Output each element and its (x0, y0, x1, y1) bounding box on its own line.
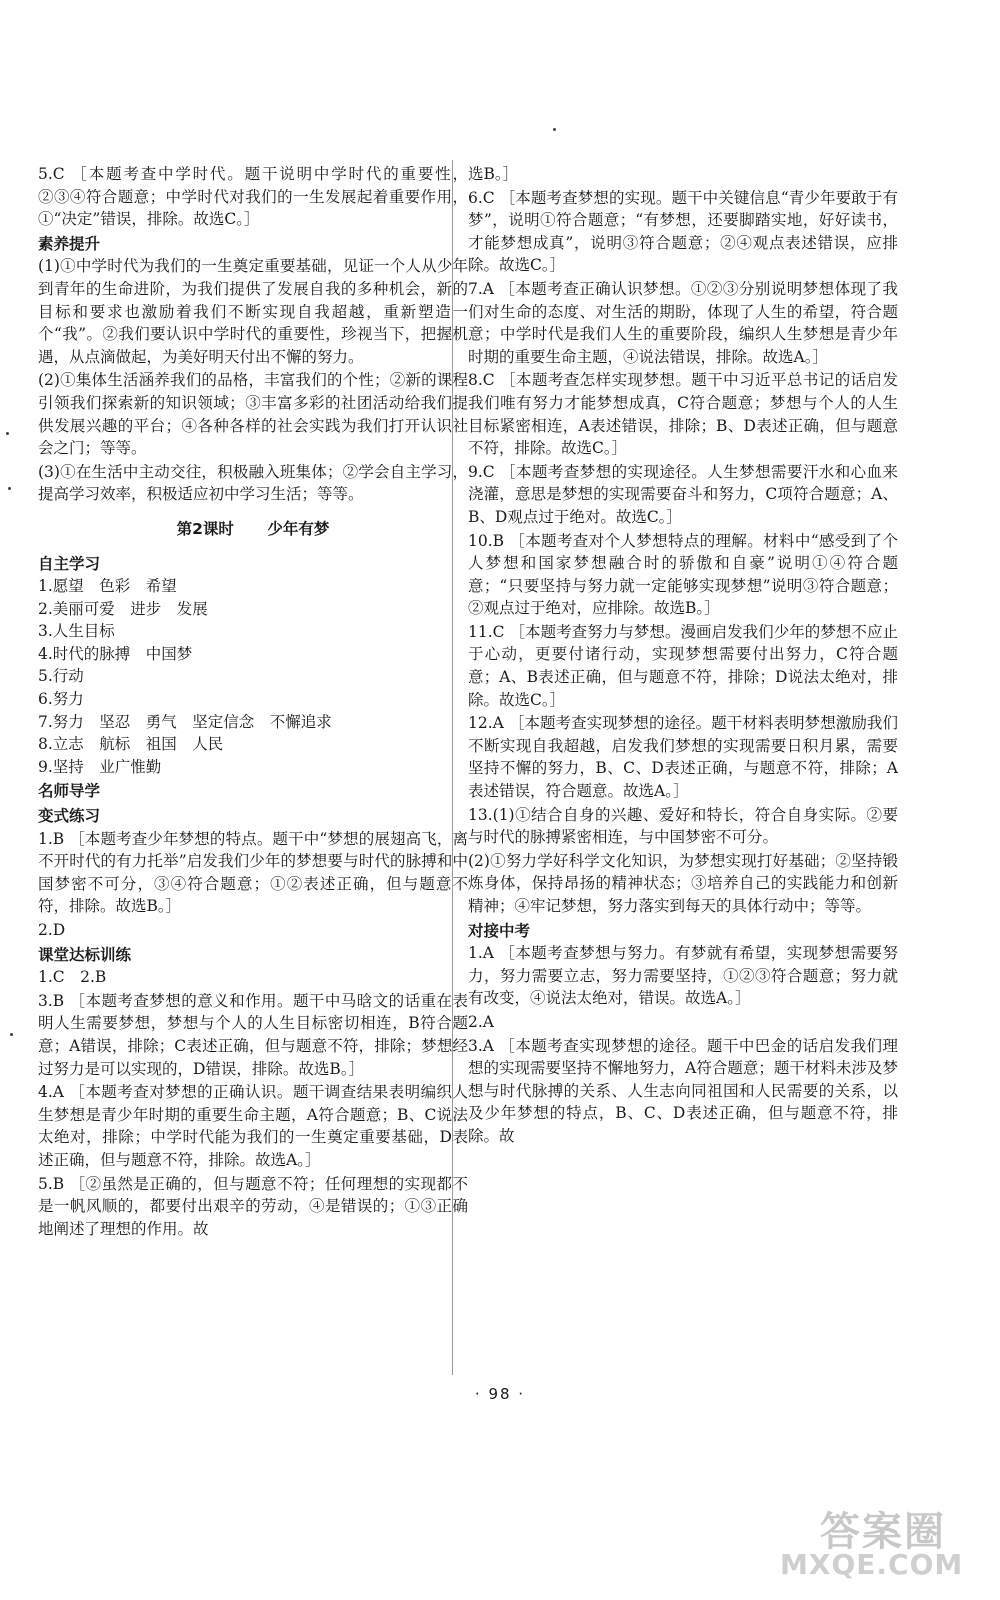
page-number: · 98 · (474, 1385, 526, 1403)
ketang-answer-1-2: 1.C 2.B (38, 968, 107, 987)
answer-continuation: 选B。］ (468, 165, 519, 183)
suyang-paragraph-2: (2)①集体生活涵养我们的品格，丰富我们的个性；②新的课程引领我们探索新的知识领域；③丰富多彩的社团活动给我们提供发展兴趣的平台；④各种各样的社会实践为我们打开认识社会之门；等等。 (38, 371, 468, 458)
answer-13-part-1: 13.(1)①结合自身的兴趣、爱好和特长，符合自身实际。②要与时代的脉搏紧密相连，与中国梦密不可分。 (468, 805, 898, 847)
section-heading-bianshi: 变式练习 (38, 807, 101, 826)
suyang-paragraph-1: (1)①中学时代为我们的一生奠定重要基础，见证一个人从少年到青年的生命进阶，为我们提供了发展自我的多种机会，新的目标和要求也激励着我们不断实现自我超越，重新塑造一个“我”。②我们要认识中学时代的重要性，珍视当下，把握机遇，从点滴做起，为美好明天付出不懈的努力。 (38, 257, 468, 366)
ketang-answer-5: 5.B ［②虽然是正确的，但与题意不符；任何理想的实现都不是一帆风顺的，都要付出艰辛的劳动，④是错误的；①③正确地阐述了理想的作用。故 (38, 1174, 468, 1238)
ketang-answer-4: 4.A ［本题考查对梦想的正确认识。题干调查结果表明编织人生梦想是青少年时期的重要生命主题，A符合题意；B、C说法太绝对，排除；中学时代能为我们的一生奠定重要基础，D表述正确，但与题意不符，排除。故选A。］ (38, 1083, 468, 1169)
section-heading-ketang: 课堂达标训练 (38, 945, 132, 964)
list-item: 2.美丽可爱 进步 发展 (38, 599, 208, 618)
answer-10: 10.B ［本题考查对个人梦想特点的理解。材料中“感受到了个人梦想和国家梦想融合时的骄傲和自豪”说明①④符合题意；“只要坚持与努力就一定能够实现梦想”说明③符合题意；②观点过于绝对，应排除。故选B。］ (468, 531, 898, 618)
watermark-bottom-text: MXQE.COM (780, 1548, 964, 1581)
list-item: 3.人生目标 (38, 622, 115, 641)
answer-8: 8.C ［本题考查怎样实现梦想。题干中习近平总书记的话启发我们唯有努力才能梦想成真，C符合题意；梦想与个人的人生目标紧密相连，A表述错误，排除；B、D表述正确，但与题意不符，排除。故选C。］ (468, 371, 898, 458)
answer-13-part-2: (2)①努力学好科学文化知识，为梦想实现打好基础；②坚持锻炼身体，保持昂扬的精神状态；③培养自己的实践能力和创新精神；④牢记梦想，努力落实到每天的具体行动中；等等。 (468, 851, 898, 915)
duijie-answer-1: 1.A ［本题考查梦想与努力。有梦就有希望，实现梦想需要努力，努力需要立志，努力需要坚持，①②③符合题意；努力就有改变，④说法太绝对，错误。故选A。］ (468, 944, 898, 1008)
list-item: 4.时代的脉搏 中国梦 (38, 644, 193, 663)
watermark-top-text: 答案圈 (820, 1509, 946, 1555)
answer-9: 9.C ［本题考查梦想的实现途径。人生梦想需要汗水和心血来浇灌，意思是梦想的实现需要奋斗和努力，C项符合题意；A、B、D观点过于绝对。故选C。］ (468, 462, 898, 526)
section-heading-zizhu: 自主学习 (38, 554, 101, 573)
list-item: 9.坚持 业广惟勤 (38, 757, 162, 776)
list-item: 1.愿望 色彩 希望 (38, 577, 177, 596)
duijie-answer-2: 2.A (468, 1012, 494, 1031)
bianshi-answer-2: 2.D (38, 921, 66, 939)
lesson-name: 少年有梦 (267, 519, 330, 538)
answer-5: 5.C ［本题考查中学时代。题干说明中学时代的重要性，②③④符合题意；中学时代对我们的一生发展起着重要作用，①“决定”错误，排除。故选C。］ (38, 165, 468, 229)
zizhu-list (38, 575, 468, 778)
right-column (468, 163, 898, 1149)
ketang-answer-3: 3.B ［本题考查梦想的意义和作用。题干中马晗文的话重在表明人生需要梦想，梦想与个人的人生目标密切相连，B符合题意；A错误，排除；C表述正确，但与题意不符，排除；梦想经过努力是可以实现的，D错误，排除。故选B。］ (38, 991, 468, 1078)
scan-speck (8, 487, 11, 490)
scan-speck (553, 128, 556, 131)
list-item: 7.努力 坚忍 勇气 坚定信念 不懈追求 (38, 712, 332, 731)
left-column (38, 163, 468, 1241)
answer-12: 12.A ［本题考查实现梦想的途径。题干材料表明梦想激励我们不断实现自我超越，启发我们梦想的实现需要日积月累，需要坚持不懈的努力，B、C、D表述正确，与题意不符，排除；A表述错误，符合题意。故选A。］ (468, 714, 898, 801)
scan-speck (10, 1033, 13, 1036)
list-item: 5.行动 (38, 667, 84, 686)
suyang-paragraph-3: (3)①在生活中主动交往，积极融入班集体；②学会自主学习，提高学习效率，积极适应初中学习生活；等等。 (38, 462, 468, 504)
lesson-title (38, 518, 468, 541)
bianshi-answer-1: 1.B ［本题考查少年梦想的特点。题干中“梦想的展翅高飞，离不开时代的有力托举”启发我们少年的梦想要与时代的脉搏和中国梦密不可分，③④符合题意；①②表述正确，但与题意不符，排除。故选B。］ (38, 829, 468, 916)
section-heading-suyang: 素养提升 (38, 234, 101, 253)
section-heading-mingshi: 名师导学 (38, 782, 101, 801)
answer-11: 11.C ［本题考查努力与梦想。漫画启发我们少年的梦想不应止于心动，更要付诸行动，实现梦想需要付出努力，C符合题意；A、B表述正确，但与题意不符，排除；D说法太绝对，排除。故选C。］ (468, 622, 898, 709)
list-item: 8.立志 航标 祖国 人民 (38, 735, 224, 754)
answer-7: 7.A ［本题考查正确认识梦想。①②③分别说明梦想体现了我们对生命的态度、对生活的期盼，体现了人生的希望，符合题意；中学时代是我们人生的重要阶段，编织人生梦想是青少年时期的重要生命主题，④说法错误，排除。故选A。］ (468, 279, 898, 366)
duijie-answer-3: 3.A ［本题考查实现梦想的途径。题干中巴金的话启发我们理想的实现需要坚持不懈地努力，A符合题意；题干材料未涉及梦想与时代脉搏的关系、人生志向同祖国和人民需要的关系，以及少年梦想的特点，B、C、D表述正确，但与题意不符，排除。故 (468, 1036, 898, 1145)
answer-6: 6.C ［本题考查梦想的实现。题干中关键信息“青少年要敢于有梦”，说明①符合题意；“有梦想，还要脚踏实地，好好读书，才能梦想成真”，说明③符合题意；②④观点表述错误，应排除。故选C。］ (468, 188, 898, 275)
list-item: 6.努力 (38, 690, 84, 709)
section-heading-duijie: 对接中考 (468, 921, 531, 940)
watermark-logo (780, 1500, 980, 1590)
lesson-number: 第2课时 (176, 519, 234, 538)
scan-speck (6, 432, 9, 435)
